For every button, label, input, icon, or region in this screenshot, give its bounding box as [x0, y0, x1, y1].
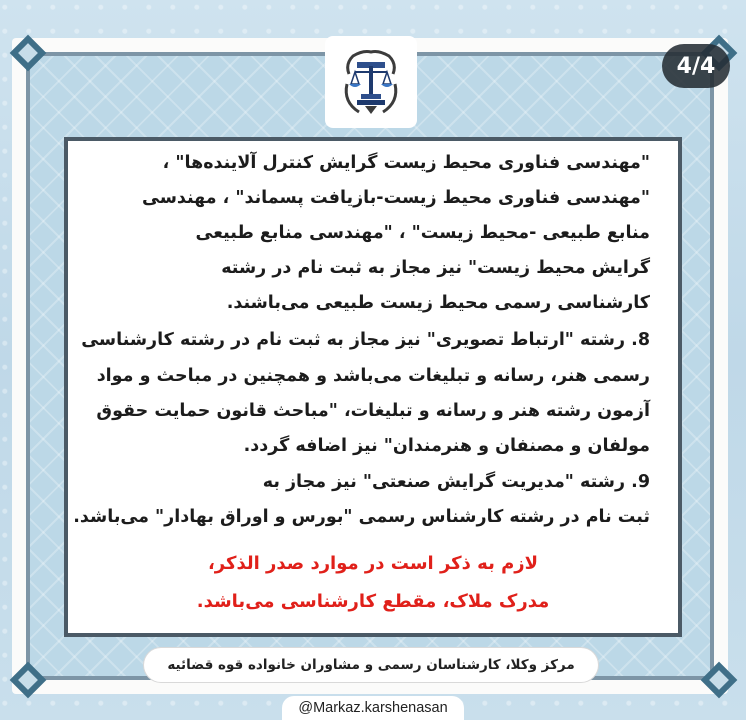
body-line: "مهندسی فناوری محیط زیست-بازیافت پسماند" ، مهندسی [142, 188, 650, 208]
body-line: مولفان و مصنفان و هنرمندان" نیز اضافه گردد. [243, 436, 650, 456]
page-counter: 4/4 [662, 44, 730, 88]
body-text [68, 141, 678, 633]
body-line: گرایش محیط زیست" نیز مجاز به ثبت نام در رشته [221, 258, 650, 278]
body-line: "مهندسی فناوری محیط زیست گرایش کنترل آلاینده‌ها" ، [162, 153, 650, 173]
body-line: آزمون رشته هنر و رسانه و تبلیغات، "مباحث قانون حمایت حقوق [96, 401, 650, 421]
body-line: 9. رشته "مدیریت گرایش صنعتی" نیز مجاز به [262, 472, 650, 492]
note-line: لازم به ذکر است در موارد صدر الذکر، [207, 553, 539, 574]
logo [325, 36, 417, 128]
body-line: رسمی هنر، رسانه و تبلیغات می‌باشد و همچنین در مباحث و مواد [96, 366, 650, 386]
note-line: مدرک ملاک، مقطع کارشناسی می‌باشد. [196, 591, 550, 612]
content-box [64, 137, 682, 637]
judiciary-scales-emblem-icon [333, 44, 409, 120]
footer-caption: مرکز وکلا، کارشناسان رسمی و مشاوران خانواده قوه قضائیه [144, 648, 598, 682]
body-line: کارشناسی رسمی محیط زیست طبیعی می‌باشند. [226, 293, 650, 313]
body-line: منابع طبیعی -محیط زیست" ، "مهندسی منابع طبیعی [195, 223, 650, 243]
body-line: 8. رشته "ارتباط تصویری" نیز مجاز به ثبت نام در رشته کارشناسی [81, 330, 650, 350]
account-handle: @Markaz.karshenasan [282, 696, 464, 720]
body-line: ثبت نام در رشته کارشناس رسمی "بورس و اوراق بهادار" می‌باشد. [73, 507, 650, 527]
